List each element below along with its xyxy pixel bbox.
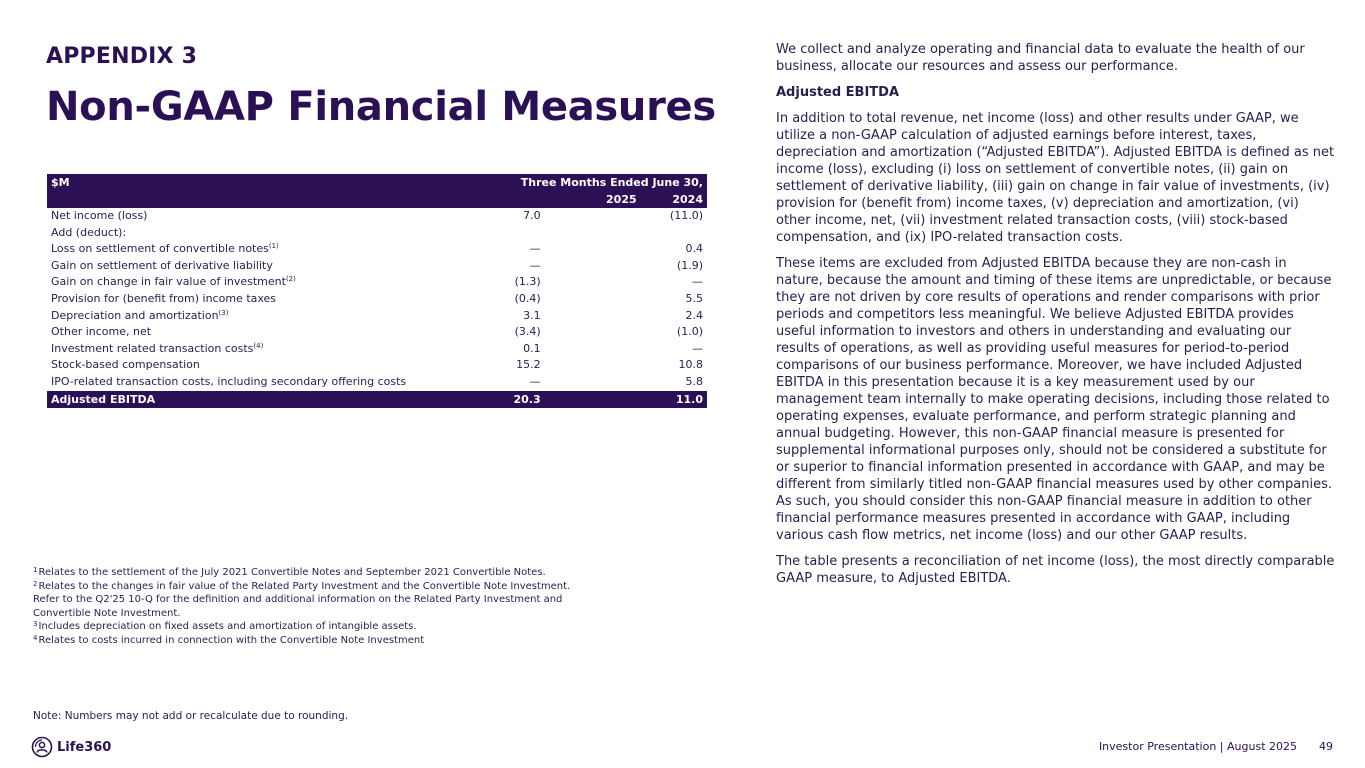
financial-table bbox=[47, 174, 707, 408]
rounding-note: Note: Numbers may not add or recalculate due to rounding. bbox=[33, 710, 349, 722]
table-row bbox=[47, 258, 707, 275]
value-2025: (0.4) bbox=[514, 291, 541, 305]
row-label-text: Gain on settlement of derivative liability bbox=[51, 258, 273, 272]
row-label bbox=[47, 324, 451, 341]
value-2024: 0.4 bbox=[685, 242, 703, 256]
footnote-number: 1 bbox=[33, 566, 38, 574]
explanation-text bbox=[776, 41, 1336, 596]
intro-paragraph: We collect and analyze operating and financial data to evaluate the health of our business, allocate our resources and assess our performance. bbox=[776, 42, 1305, 74]
table-row bbox=[47, 324, 707, 341]
value-2025: (1.3) bbox=[514, 275, 541, 289]
section-heading: Adjusted EBITDA bbox=[776, 85, 900, 100]
footnote bbox=[33, 634, 593, 648]
footnote-number: 4 bbox=[33, 633, 38, 642]
footnote-text: Relates to the settlement of the July 2021 Convertible Notes and September 2021 Convertible Notes. bbox=[38, 567, 546, 578]
footnote-number: 2 bbox=[33, 579, 38, 588]
row-label bbox=[47, 308, 451, 325]
appendix-label: APPENDIX 3 bbox=[46, 44, 198, 69]
row-label-text: Provision for (benefit from) income taxes bbox=[51, 291, 277, 305]
total-row bbox=[47, 391, 707, 408]
page-title: Non-GAAP Financial Measures bbox=[46, 84, 716, 130]
footnote bbox=[33, 580, 593, 621]
col-header-2025: 2025 bbox=[606, 193, 637, 206]
row-label bbox=[47, 291, 451, 308]
row-label bbox=[47, 241, 451, 258]
footnote-ref: (3) bbox=[218, 308, 229, 317]
value-2024: — bbox=[692, 341, 703, 355]
value-2025: — bbox=[451, 374, 641, 391]
page-number: 49 bbox=[1319, 740, 1333, 753]
footnote-text: Includes depreciation on fixed assets and amortization of intangible assets. bbox=[38, 621, 417, 632]
value-2025: (3.4) bbox=[514, 325, 541, 339]
row-label bbox=[47, 225, 451, 242]
value-2024: 10.8 bbox=[678, 358, 703, 372]
unit-label: $M bbox=[51, 176, 70, 189]
value-2025: — bbox=[529, 258, 541, 272]
row-label-text: Other income, net bbox=[51, 325, 152, 339]
col-header-2024: 2024 bbox=[672, 193, 703, 206]
table-row bbox=[47, 374, 707, 391]
row-label bbox=[47, 374, 451, 391]
value-2025: — bbox=[529, 242, 541, 256]
value-2024: (1.0) bbox=[676, 325, 703, 339]
value-2024 bbox=[641, 225, 707, 242]
footnote-text: Relates to costs incurred in connection with the Convertible Note Investment bbox=[38, 634, 425, 646]
table-year-row bbox=[47, 191, 707, 208]
row-label-text: Net income (loss) bbox=[51, 209, 148, 222]
life360-logo bbox=[31, 736, 111, 758]
logo-text: Life360 bbox=[57, 739, 112, 755]
value-2025: 0.1 bbox=[523, 341, 541, 355]
table-row bbox=[47, 341, 707, 358]
footnote bbox=[33, 620, 593, 634]
value-2024: — bbox=[692, 275, 703, 289]
value-2024: 5.5 bbox=[685, 291, 703, 305]
total-2024: 11.0 bbox=[675, 392, 703, 406]
footnote-number: 3 bbox=[33, 620, 38, 628]
row-label bbox=[47, 208, 451, 225]
value-2025: 15.2 bbox=[516, 358, 541, 372]
table-row bbox=[47, 274, 707, 291]
value-2025: 7.0 bbox=[523, 209, 541, 222]
footnote bbox=[33, 566, 593, 580]
row-label-text: Stock-based compensation bbox=[51, 358, 200, 372]
period-label: Three Months Ended June 30, bbox=[520, 176, 703, 189]
table-row bbox=[47, 241, 707, 258]
row-label-text: Gain on change in fair value of investment bbox=[51, 275, 286, 289]
definition-paragraph: In addition to total revenue, net income (loss) and other results under GAAP, we utilize a non-GAAP calculation of adjusted earnings before interest, taxes, depreciation and amortization (“Adjusted EBITDA”). Adjusted EBITDA is defined as net income (loss), excluding (i) loss on settlement of convertible notes, (ii) gain on settlement of derivative liability, (iii) gain on change in fair value of investments, (iv) provision for (benefit from) income taxes, (v) depreciation and amortization, (vi) other income, net, (vii) investment related transaction costs, (viii) stock-based compensation, and (ix) IPO-related transaction costs. bbox=[776, 111, 1335, 245]
table-body bbox=[47, 208, 707, 408]
value-2024: 2.4 bbox=[685, 308, 703, 322]
table-row bbox=[47, 225, 707, 242]
table-row bbox=[47, 291, 707, 308]
rationale-paragraph: These items are excluded from Adjusted EBITDA because they are non-cash in nature, because the amount and timing of these items are unpredictable, or because they are not driven by core results of operations and render comparisons with prior periods and competitors less meaningful. We believe Adjusted EBITDA provides useful information to investors and others in understanding and evaluating our results of operations, as well as providing useful measures for period-to-period comparisons of our business performance. Moreover, we have included Adjusted EBITDA in this presentation because it is a key measurement used by our management team internally to make operating decisions, including those related to operating expenses, evaluate performance, and perform strategic planning and annual budgeting. However, this non-GAAP financial measure is presented for supplemental informational purposes only, should not be considered a substitute for or superior to financial information presented in accordance with GAAP, and may be different from similarly titled non-GAAP financial measures used by other companies. As such, you should consider this non-GAAP financial measure in addition to other financial performance measures presented in accordance with GAAP, including various cash flow metrics, net income (loss) and our other GAAP results. bbox=[776, 256, 1333, 543]
footnote-ref: (4) bbox=[253, 341, 264, 350]
table-row bbox=[47, 357, 707, 374]
reconciliation-paragraph: The table presents a reconciliation of net income (loss), the most directly comparable GAAP measure, to Adjusted EBITDA. bbox=[776, 554, 1335, 586]
table-row bbox=[47, 208, 707, 225]
value-2024: (11.0) bbox=[669, 209, 703, 222]
row-label bbox=[47, 341, 451, 358]
row-label bbox=[47, 258, 451, 275]
row-label-text: IPO-related transaction costs, including secondary offering costs bbox=[51, 374, 407, 388]
value-2024: (1.9) bbox=[676, 258, 703, 272]
life360-logo-icon bbox=[31, 736, 53, 758]
value-2025: 3.1 bbox=[523, 308, 541, 322]
total-label: Adjusted EBITDA bbox=[51, 392, 156, 406]
row-label-text: Depreciation and amortization bbox=[51, 308, 219, 322]
row-label bbox=[47, 274, 451, 291]
total-2025: 20.3 bbox=[513, 392, 541, 406]
footnote-ref: (2) bbox=[285, 275, 296, 284]
row-label-text: Investment related transaction costs bbox=[51, 341, 254, 355]
table-header-row bbox=[47, 174, 707, 191]
row-label-text: Loss on settlement of convertible notes bbox=[51, 242, 269, 256]
footer-info bbox=[1099, 740, 1333, 753]
row-label bbox=[47, 357, 451, 374]
presentation-label: Investor Presentation | August 2025 bbox=[1098, 740, 1297, 753]
value-2024: 5.8 bbox=[641, 374, 707, 391]
table-row bbox=[47, 308, 707, 325]
footnote-ref: (1) bbox=[268, 242, 279, 251]
footnote-text: Relates to the changes in fair value of the Related Party Investment and the Convertible Note Investment. Refer to the Q2'25 10-Q for the definition and additional information on the Related Party Investment and Convertible Note Investment. bbox=[33, 580, 571, 619]
row-label-text: Add (deduct): bbox=[51, 225, 127, 239]
footnotes bbox=[33, 566, 593, 647]
value-2025 bbox=[451, 225, 641, 242]
